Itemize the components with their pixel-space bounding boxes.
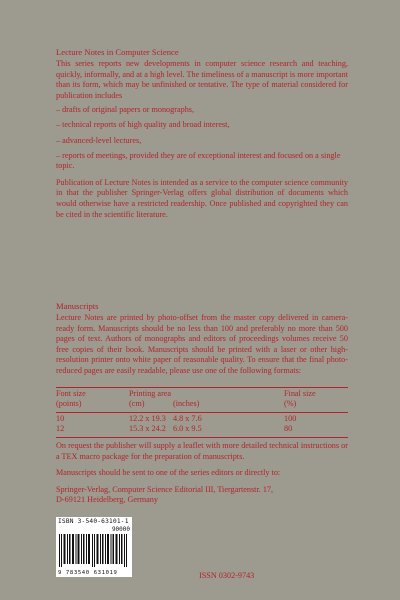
table-cell: 100 [284, 414, 297, 423]
closing-section [56, 441, 348, 506]
table-cell: 6.0 x 9.5 [173, 424, 202, 434]
material-item: – advanced-level lectures, [56, 135, 142, 145]
material-item: – reports of meetings, provided they are of exceptional interest and focused on a single topic. [56, 150, 341, 171]
table-cell: 12 [56, 424, 65, 434]
issn-text: ISSN 0302-9743 [199, 571, 255, 580]
isbn-text: ISBN 3-540-63101-1 [58, 518, 129, 525]
intro-paragraph: This series reports new developments in computer science research and teaching, quickly, informally, and at a high level. The timeliness of a manuscript is more important than its form, which may be unfinished or tentative. The type of material considered for publication includes [56, 59, 348, 100]
barcode-label [56, 517, 132, 577]
material-item: – technical reports of high quality and broad interest, [56, 120, 230, 130]
price-code: 90000 [111, 526, 130, 533]
table-header-row [56, 389, 348, 399]
manuscripts-section [56, 313, 348, 381]
table-cell: 10 [56, 414, 65, 423]
send-paragraph: Manuscripts should be sent to one of the series editors or directly to: [56, 468, 281, 478]
table-cell: 80 [284, 424, 293, 434]
barcode-bars-icon [59, 534, 129, 567]
material-item: – drafts of original papers or monographs, [56, 105, 195, 115]
leaflet-paragraph: On request the publisher will supply a leaflet with more detailed technical instructions or a TEX macro package for the preparation of manuscripts. [56, 441, 348, 461]
intro-section [56, 59, 348, 224]
table-header-row [56, 399, 348, 409]
table-header-cell: (%) [284, 399, 297, 409]
table-header-cell: Font size [56, 389, 86, 398]
format-table-body [56, 414, 348, 435]
table-cell: 12.2 x 19.3 [129, 414, 166, 423]
table-bottom-rule [56, 437, 348, 438]
table-header-cell: (points) [56, 399, 82, 409]
publication-paragraph: Publication of Lecture Notes is intended as a service to the computer science community in that the publisher Springer-Verlag offers global distribution of documents which would otherwise have a restricted readership. Once published and copyrighted they can be cited in the scientific literature. [56, 177, 348, 219]
table-cell: 15.3 x 24.2 [129, 424, 166, 434]
format-table [56, 389, 348, 410]
table-header-cell: Final size [284, 389, 316, 398]
address-line: Springer-Verlag, Computer Science Editorial III, Tiergartenstr. 17, [56, 484, 274, 494]
ean-digits: 9 783540 631019 [58, 570, 118, 576]
manuscripts-paragraph: Lecture Notes are printed by photo-offset from the master copy delivered in camera-ready form. Manuscripts should be no less than 100 and preferably no more than 500 pages of text. Authors of monographs and editors of proceedings volumes receive 50 free copies of their book. Manuscripts should be printed with a laser or other high-resolution printer onto white paper of reasonable quality. To ensure that the final photo-reduced pages are easily readable, please use one of the following formats: [56, 313, 348, 375]
series-title: Lecture Notes in Computer Science [56, 47, 179, 57]
table-header-cell: Printing area [129, 389, 172, 398]
publisher-address [56, 485, 348, 506]
table-mid-rule [56, 412, 348, 413]
table-row [56, 424, 348, 434]
table-header-cell: (cm) [129, 399, 145, 409]
table-header-cell: (inches) [173, 399, 200, 409]
manuscripts-title: Manuscripts [56, 301, 99, 311]
table-row [56, 414, 348, 424]
table-top-rule [56, 387, 348, 388]
table-cell: 4.8 x 7.6 [173, 414, 202, 423]
address-line: D-69121 Heidelberg, Germany [56, 495, 158, 505]
